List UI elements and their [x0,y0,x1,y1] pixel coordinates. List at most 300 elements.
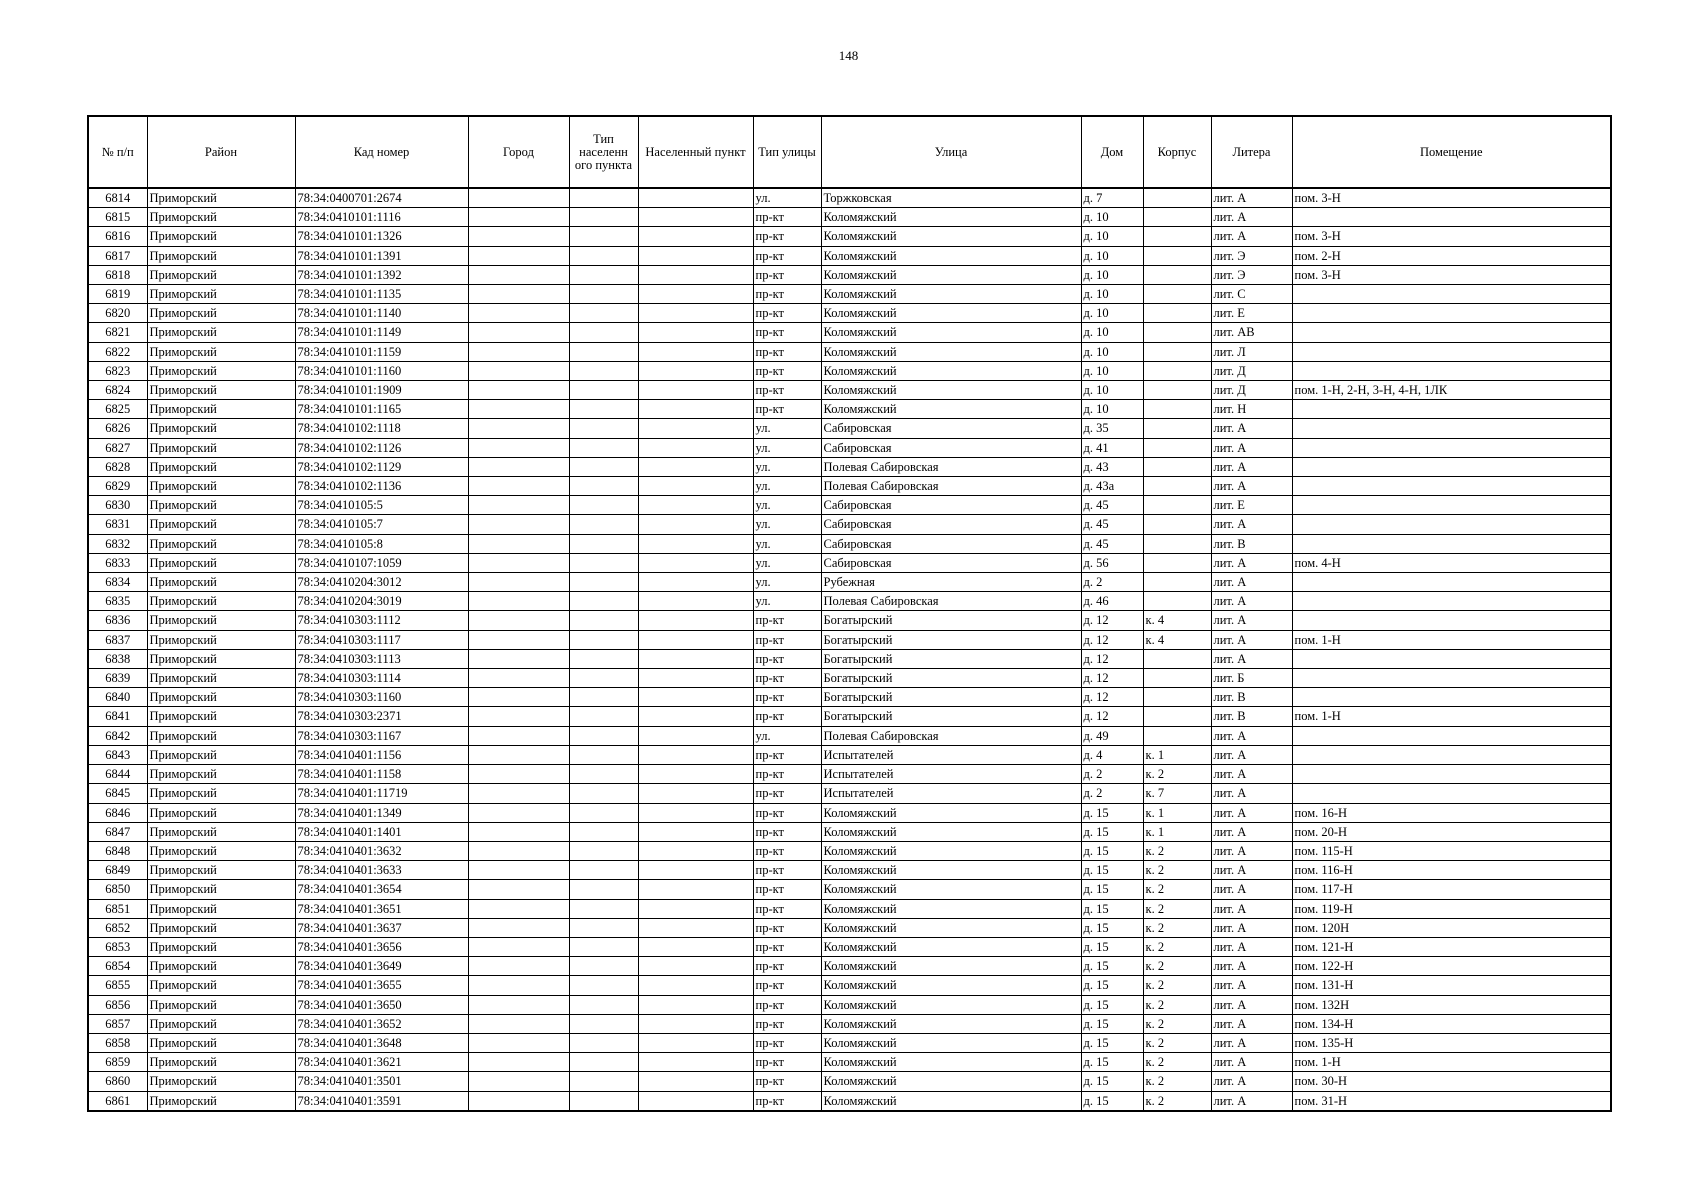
table-row [88,1014,1611,1033]
table-row [88,285,1611,304]
cell-letter: лит. А [1211,1014,1292,1033]
cell-city [468,899,569,918]
cell-street: Коломяжский [821,400,1081,419]
cell-house: д. 12 [1081,649,1143,668]
cell-letter: лит. А [1211,976,1292,995]
cell-street-type: пр-кт [753,669,821,688]
cell-street-type: пр-кт [753,688,821,707]
cell-building [1143,400,1211,419]
cell-district: Приморский [147,400,295,419]
cell-cadastral-number: 78:34:0410401:3621 [295,1053,468,1072]
cell-street: Коломяжский [821,918,1081,937]
cell-settlement-type [569,246,638,265]
table-row [88,515,1611,534]
cell-street-type: ул. [753,438,821,457]
cell-settlement [638,361,753,380]
cell-district: Приморский [147,784,295,803]
cell-house: д. 10 [1081,285,1143,304]
cell-street: Сабировская [821,419,1081,438]
cell-letter: лит. А [1211,726,1292,745]
cell-settlement [638,400,753,419]
cell-cadastral-number: 78:34:0410101:1149 [295,323,468,342]
cell-house: д. 15 [1081,976,1143,995]
cell-premises: пом. 115-Н [1292,841,1611,860]
cell-row-number: 6858 [88,1033,147,1052]
cell-street-type: пр-кт [753,841,821,860]
cell-row-number: 6852 [88,918,147,937]
cell-street: Коломяжский [821,803,1081,822]
cell-row-number: 6814 [88,188,147,208]
cell-settlement-type [569,861,638,880]
cell-street-type: пр-кт [753,861,821,880]
cell-settlement-type [569,784,638,803]
table-row [88,342,1611,361]
cell-letter: лит. АВ [1211,323,1292,342]
cell-street-type: пр-кт [753,1014,821,1033]
cell-settlement [638,995,753,1014]
cell-city [468,592,569,611]
table-row [88,918,1611,937]
cell-street-type: пр-кт [753,227,821,246]
cell-building [1143,669,1211,688]
cell-settlement [638,265,753,284]
cell-row-number: 6844 [88,765,147,784]
cell-building [1143,323,1211,342]
cell-cadastral-number: 78:34:0410101:1160 [295,361,468,380]
cell-street-type: ул. [753,496,821,515]
cell-house: д. 10 [1081,400,1143,419]
cell-row-number: 6856 [88,995,147,1014]
cell-city [468,841,569,860]
cell-settlement [638,745,753,764]
cell-city [468,937,569,956]
cell-premises [1292,457,1611,476]
cell-street: Коломяжский [821,342,1081,361]
cell-district: Приморский [147,918,295,937]
cell-row-number: 6857 [88,1014,147,1033]
cell-settlement-type [569,745,638,764]
cell-letter: лит. А [1211,957,1292,976]
cell-letter: лит. А [1211,438,1292,457]
cell-cadastral-number: 78:34:0410303:1113 [295,649,468,668]
cell-street: Коломяжский [821,1053,1081,1072]
cell-street: Богатырский [821,707,1081,726]
cell-premises: пом. 16-Н [1292,803,1611,822]
cell-building: к. 4 [1143,630,1211,649]
cell-district: Приморский [147,457,295,476]
cell-settlement-type [569,553,638,572]
cell-house: д. 15 [1081,822,1143,841]
cell-city [468,669,569,688]
cell-house: д. 15 [1081,1072,1143,1091]
cell-house: д. 10 [1081,265,1143,284]
cell-house: д. 2 [1081,573,1143,592]
col-header-cadastral-number: Кад номер [295,116,468,188]
cell-street-type: пр-кт [753,400,821,419]
cell-building: к. 1 [1143,822,1211,841]
cell-letter: лит. А [1211,765,1292,784]
cell-letter: лит. А [1211,573,1292,592]
cell-premises: пом. 20-Н [1292,822,1611,841]
cell-building [1143,265,1211,284]
cell-house: д. 2 [1081,784,1143,803]
cell-building: к. 4 [1143,611,1211,630]
cell-premises: пом. 1-Н [1292,707,1611,726]
cell-letter: лит. А [1211,1033,1292,1052]
cell-cadastral-number: 78:34:0410303:1117 [295,630,468,649]
cell-street: Коломяжский [821,304,1081,323]
cell-premises [1292,688,1611,707]
cell-settlement-type [569,323,638,342]
table-row [88,707,1611,726]
col-header-city: Город [468,116,569,188]
cell-cadastral-number: 78:34:0410401:3649 [295,957,468,976]
cell-row-number: 6840 [88,688,147,707]
cell-letter: лит. А [1211,1072,1292,1091]
cell-street-type: пр-кт [753,649,821,668]
cell-city [468,707,569,726]
cell-cadastral-number: 78:34:0410102:1129 [295,457,468,476]
cell-street: Коломяжский [821,285,1081,304]
cell-cadastral-number: 78:34:0410105:8 [295,534,468,553]
cell-settlement-type [569,1072,638,1091]
table-header [88,116,1611,188]
cell-cadastral-number: 78:34:0410401:3648 [295,1033,468,1052]
cell-settlement [638,765,753,784]
cell-letter: лит. А [1211,457,1292,476]
cell-district: Приморский [147,477,295,496]
cell-street-type: пр-кт [753,957,821,976]
cell-letter: лит. Э [1211,246,1292,265]
cell-cadastral-number: 78:34:0410303:1112 [295,611,468,630]
cell-settlement [638,227,753,246]
cell-settlement [638,381,753,400]
table-row [88,995,1611,1014]
cell-building [1143,688,1211,707]
cell-row-number: 6839 [88,669,147,688]
cell-street: Коломяжский [821,995,1081,1014]
cell-cadastral-number: 78:34:0410101:1909 [295,381,468,400]
cell-building: к. 2 [1143,937,1211,956]
cell-house: д. 10 [1081,342,1143,361]
cell-cadastral-number: 78:34:0410401:3656 [295,937,468,956]
cell-cadastral-number: 78:34:0410303:1160 [295,688,468,707]
cell-letter: лит. В [1211,688,1292,707]
cell-street: Сабировская [821,438,1081,457]
cell-settlement-type [569,822,638,841]
cell-premises: пом. 2-Н [1292,246,1611,265]
cell-district: Приморский [147,361,295,380]
cell-row-number: 6845 [88,784,147,803]
cell-settlement [638,784,753,803]
col-header-street-type: Тип улицы [753,116,821,188]
cell-city [468,861,569,880]
cell-house: д. 10 [1081,381,1143,400]
cell-settlement [638,534,753,553]
cell-city [468,822,569,841]
cell-city [468,265,569,284]
cell-street: Коломяжский [821,861,1081,880]
cell-settlement [638,304,753,323]
table-row [88,496,1611,515]
cell-street-type: пр-кт [753,995,821,1014]
table-row [88,188,1611,208]
cell-letter: лит. Е [1211,496,1292,515]
cell-letter: лит. А [1211,611,1292,630]
cell-street-type: пр-кт [753,1033,821,1052]
cell-row-number: 6815 [88,208,147,227]
cell-cadastral-number: 78:34:0410101:1165 [295,400,468,419]
cell-district: Приморский [147,937,295,956]
cell-city [468,419,569,438]
cell-district: Приморский [147,957,295,976]
cell-row-number: 6829 [88,477,147,496]
cell-premises: пом. 131-Н [1292,976,1611,995]
cell-building [1143,477,1211,496]
cell-letter: лит. А [1211,937,1292,956]
cell-street: Коломяжский [821,841,1081,860]
cell-settlement-type [569,649,638,668]
cell-street: Богатырский [821,669,1081,688]
cell-building [1143,496,1211,515]
cell-cadastral-number: 78:34:0410102:1126 [295,438,468,457]
cell-settlement [638,707,753,726]
cell-building: к. 2 [1143,918,1211,937]
cell-street-type: пр-кт [753,803,821,822]
cell-premises [1292,765,1611,784]
cell-letter: лит. А [1211,803,1292,822]
cell-house: д. 7 [1081,188,1143,208]
cell-letter: лит. А [1211,899,1292,918]
cell-settlement [638,553,753,572]
cell-settlement [638,841,753,860]
cell-settlement [638,323,753,342]
cell-city [468,246,569,265]
cell-premises: пом. 31-Н [1292,1091,1611,1111]
cell-street: Коломяжский [821,246,1081,265]
cell-street-type: пр-кт [753,976,821,995]
cell-settlement [638,611,753,630]
cell-building [1143,285,1211,304]
cell-cadastral-number: 78:34:0410204:3012 [295,573,468,592]
cell-building: к. 2 [1143,1014,1211,1033]
cell-district: Приморский [147,899,295,918]
cell-district: Приморский [147,342,295,361]
cell-city [468,918,569,937]
cell-settlement-type [569,477,638,496]
col-header-number: № п/п [88,116,147,188]
table-row [88,976,1611,995]
table-row [88,649,1611,668]
col-header-settlement-type: Тип населенн ого пункта [569,116,638,188]
cell-settlement [638,899,753,918]
cell-district: Приморский [147,822,295,841]
cell-row-number: 6836 [88,611,147,630]
cell-house: д. 4 [1081,745,1143,764]
cell-building: к. 2 [1143,1053,1211,1072]
cell-settlement-type [569,669,638,688]
table-row [88,937,1611,956]
cell-district: Приморский [147,880,295,899]
cell-premises [1292,649,1611,668]
cell-letter: лит. А [1211,630,1292,649]
cell-building: к. 2 [1143,861,1211,880]
cell-district: Приморский [147,745,295,764]
cell-row-number: 6827 [88,438,147,457]
page-number: 148 [838,48,859,63]
cell-building: к. 2 [1143,1072,1211,1091]
cell-premises [1292,438,1611,457]
cell-district: Приморский [147,188,295,208]
col-header-district: Район [147,116,295,188]
cell-premises [1292,477,1611,496]
cell-settlement [638,1053,753,1072]
header-row [88,116,1611,188]
cell-settlement [638,937,753,956]
cell-city [468,726,569,745]
cell-district: Приморский [147,649,295,668]
table-row [88,1053,1611,1072]
cell-settlement-type [569,1053,638,1072]
cell-district: Приморский [147,630,295,649]
cell-letter: лит. Д [1211,381,1292,400]
cell-letter: лит. Б [1211,669,1292,688]
cell-cadastral-number: 78:34:0410401:3637 [295,918,468,937]
cell-building [1143,342,1211,361]
cell-house: д. 12 [1081,669,1143,688]
cell-letter: лит. А [1211,841,1292,860]
property-registry-table [87,115,1612,1112]
table-row [88,745,1611,764]
cell-building [1143,649,1211,668]
cell-row-number: 6838 [88,649,147,668]
cell-city [468,688,569,707]
cell-street: Рубежная [821,573,1081,592]
cell-settlement-type [569,419,638,438]
cell-district: Приморский [147,707,295,726]
cell-street-type: пр-кт [753,381,821,400]
cell-settlement [638,1072,753,1091]
cell-cadastral-number: 78:34:0410401:1158 [295,765,468,784]
cell-cadastral-number: 78:34:0410101:1326 [295,227,468,246]
cell-settlement [638,457,753,476]
cell-cadastral-number: 78:34:0410105:7 [295,515,468,534]
cell-letter: лит. А [1211,784,1292,803]
cell-premises [1292,304,1611,323]
cell-settlement [638,976,753,995]
table-row [88,419,1611,438]
cell-row-number: 6861 [88,1091,147,1111]
cell-district: Приморский [147,323,295,342]
cell-building [1143,534,1211,553]
cell-street: Богатырский [821,611,1081,630]
col-header-letter: Литера [1211,116,1292,188]
cell-row-number: 6822 [88,342,147,361]
cell-settlement-type [569,265,638,284]
cell-premises [1292,515,1611,534]
cell-settlement [638,822,753,841]
cell-city [468,1072,569,1091]
cell-house: д. 49 [1081,726,1143,745]
cell-street: Полевая Сабировская [821,477,1081,496]
cell-street-type: ул. [753,457,821,476]
cell-district: Приморский [147,976,295,995]
cell-city [468,1014,569,1033]
cell-settlement [638,918,753,937]
cell-letter: лит. А [1211,515,1292,534]
cell-cadastral-number: 78:34:0410401:1401 [295,822,468,841]
cell-building [1143,457,1211,476]
cell-settlement-type [569,227,638,246]
cell-cadastral-number: 78:34:0410102:1118 [295,419,468,438]
cell-city [468,573,569,592]
cell-district: Приморский [147,515,295,534]
cell-house: д. 15 [1081,861,1143,880]
cell-city [468,496,569,515]
cell-row-number: 6831 [88,515,147,534]
cell-settlement [638,592,753,611]
cell-premises: пом. 3-Н [1292,188,1611,208]
cell-street-type: ул. [753,477,821,496]
cell-house: д. 41 [1081,438,1143,457]
cell-settlement-type [569,208,638,227]
cell-cadastral-number: 78:34:0410303:1114 [295,669,468,688]
cell-cadastral-number: 78:34:0410401:3651 [295,899,468,918]
cell-premises: пом. 3-Н [1292,265,1611,284]
cell-cadastral-number: 78:34:0410101:1140 [295,304,468,323]
cell-street: Коломяжский [821,957,1081,976]
cell-letter: лит. А [1211,208,1292,227]
table-row [88,765,1611,784]
cell-row-number: 6821 [88,323,147,342]
cell-street: Полевая Сабировская [821,592,1081,611]
cell-street-type: ул. [753,534,821,553]
table-row [88,1072,1611,1091]
cell-street-type: пр-кт [753,323,821,342]
cell-house: д. 45 [1081,515,1143,534]
cell-street-type: пр-кт [753,630,821,649]
cell-street-type: пр-кт [753,1091,821,1111]
cell-building [1143,438,1211,457]
cell-city [468,880,569,899]
cell-street-type: пр-кт [753,822,821,841]
cell-settlement [638,1091,753,1111]
cell-letter: лит. А [1211,419,1292,438]
cell-settlement [638,438,753,457]
cell-district: Приморский [147,227,295,246]
cell-letter: лит. Э [1211,265,1292,284]
cell-street: Коломяжский [821,880,1081,899]
cell-house: д. 10 [1081,246,1143,265]
cell-cadastral-number: 78:34:0410101:1159 [295,342,468,361]
cell-street: Коломяжский [821,323,1081,342]
cell-city [468,227,569,246]
cell-letter: лит. Е [1211,304,1292,323]
cell-street: Коломяжский [821,361,1081,380]
cell-settlement-type [569,957,638,976]
cell-house: д. 43а [1081,477,1143,496]
cell-settlement-type [569,688,638,707]
cell-street-type: пр-кт [753,784,821,803]
cell-settlement [638,188,753,208]
cell-letter: лит. В [1211,707,1292,726]
cell-city [468,1033,569,1052]
cell-cadastral-number: 78:34:0410204:3019 [295,592,468,611]
cell-settlement [638,419,753,438]
cell-settlement [638,803,753,822]
table-row [88,227,1611,246]
cell-district: Приморский [147,381,295,400]
